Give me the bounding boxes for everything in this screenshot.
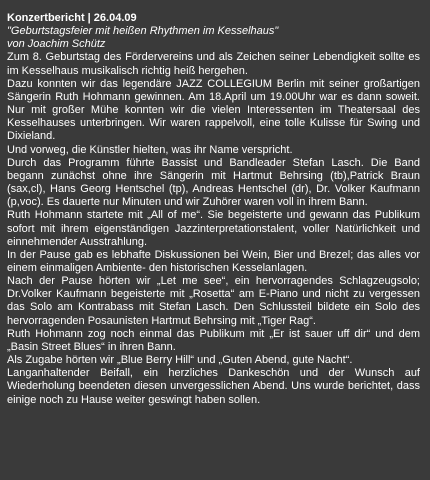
paragraph-pause: In der Pause gab es lebhafte Diskussionen bei Wein, Bier und Brezel; das alles vor einem einmaligen Ambiente- den historischen Kesselanlagen. bbox=[7, 248, 420, 274]
article-subtitle: "Geburtstagsfeier mit heißen Rhythmen im Kesselhaus" bbox=[7, 25, 279, 38]
paragraph-band-lineup: Durch das Programm führte Bassist und Bandleader Stefan Lasch. Die Band begann zunächst ohne ihre Sängerin mit Hartmut Behrsing (tb),Patrick Braun (sax,cl), Hans Georg Hentschel (tp), Andreas Hentschel (dr), Dr. Volker Kaufmann (p,voc). Es dauerte nur Minuten und wir Zuhörer waren voll in ihrem Bann. bbox=[7, 156, 420, 209]
paragraph-jazz-collegium: Dazu konnten wir das legendäre JAZZ COLLEGIUM Berlin mit seiner großartigen Sängerin Ruth Hohmann gewinnen. Am 18.April um 19.00Uhr war es dann soweit. Nur mit großer Mühe konnten wir die vielen Interessenten im Theatersaal des Kesselhauses unterbringen. Wir waren rappelvoll, eine tolle Kulisse für Swing und Dixieland. bbox=[7, 77, 420, 143]
paragraph-finale: Ruth Hohmann zog noch einmal das Publikum mit „Er ist sauer uff dir“ und dem „Basin Street Blues“ in ihren Bann. bbox=[7, 327, 420, 353]
paragraph-encore: Als Zugabe hörten wir „Blue Berry Hill“ und „Guten Abend, gute Nacht“. bbox=[7, 354, 353, 367]
article-headline: Konzertbericht | 26.04.09 bbox=[7, 12, 137, 24]
paragraph-intro: Zum 8. Geburtstag des Fördervereins und als Zeichen seiner Lebendigkeit sollte es im Kesselhaus musikalisch richtig heiß hergehen. bbox=[7, 51, 420, 77]
paragraph-closing: Langanhaltender Beifall, ein herzliches Dankeschön und der Wunsch auf Wiederholung beendeten diesen unvergesslichen Abend. Uns wurde berichtet, dass einige noch zu Hause weiter geswingt haben sollen. bbox=[7, 367, 420, 406]
paragraph-second-set: Nach der Pause hörten wir „Let me see“, ein hervorragendes Schlagzeugsolo; Dr.Volker Kaufmann begeisterte mit „Rosetta“ am E-Piano und nicht zu vergessen das Solo am Kontrabass mit Stefan Lasch. Den Schlussteil bildete ein Solo des hervorragenden Posaunisten Hartmut Behrsing mit „Tiger Rag“. bbox=[7, 275, 420, 327]
paragraph-expectations: Und vorweg, die Künstler hielten, was ihr Name verspricht. bbox=[7, 143, 293, 156]
concert-report-article bbox=[7, 12, 420, 407]
paragraph-ruth-hohmann: Ruth Hohmann startete mit „All of me“. Sie begeisterte und gewann das Publikum sofort mit ihrem eigenständigen Jazzinterpretationstalent, voller Natürlichkeit und einnehmender Ausstrahlung. bbox=[7, 209, 420, 248]
article-author: von Joachim Schütz bbox=[7, 38, 106, 51]
